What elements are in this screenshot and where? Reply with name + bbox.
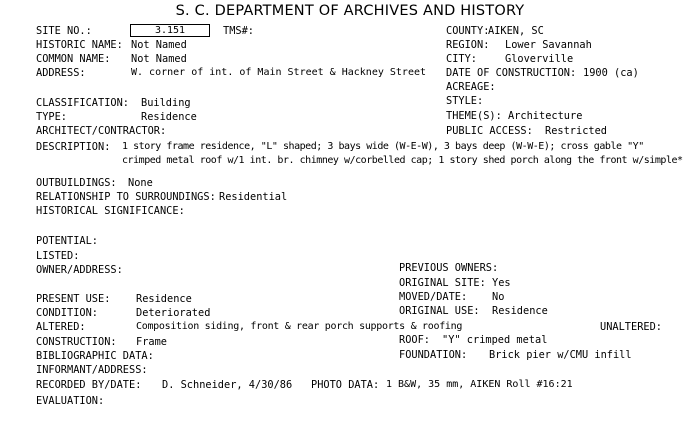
present-use-value: Residence [136,293,192,305]
region-value: Lower Savannah [505,39,592,51]
date-construction-value: 1900 (ca) [583,67,639,79]
type-label: TYPE: [36,111,67,123]
acreage-label: ACREAGE: [446,81,496,93]
construction-label: CONSTRUCTION: [36,336,117,348]
classification-label: CLASSIFICATION: [36,97,129,109]
county-label: COUNTY: [446,25,490,37]
bibliographic-label: BIBLIOGRAPHIC DATA: [36,350,154,362]
condition-value: Deteriorated [136,307,211,319]
description-label: DESCRIPTION: [36,141,111,153]
photo-value: 1 B&W, 35 mm, AIKEN Roll #16:21 [386,379,573,390]
potential-label: POTENTIAL: [36,235,98,247]
previous-owners-label: PREVIOUS OWNERS: [399,262,499,274]
description-line-1: 1 story frame residence, "L" shaped; 3 bays wide (W-E-W), 3 bays deep (W-W-E); cross gable "Y" [122,141,644,152]
region-label: REGION: [446,39,490,51]
architect-label: ARCHITECT/CONTRACTOR: [36,125,167,137]
themes-value: Architecture [508,110,583,122]
themes-label: THEME(S): [446,110,502,122]
site-no-label: SITE NO.: [36,25,92,37]
historic-name-value: Not Named [131,39,187,51]
roof-label: ROOF: [399,334,430,346]
informant-label: INFORMANT/ADDRESS: [36,364,148,376]
type-value: Residence [141,111,197,123]
common-name-label: COMMON NAME: [36,53,111,65]
recorded-value: D. Schneider, 4/30/86 [162,379,293,391]
original-use-value: Residence [492,305,548,317]
city-value: Gloverville [505,53,574,65]
recorded-label: RECORDED BY/DATE: [36,379,142,391]
outbuildings-label: OUTBUILDINGS: [36,177,117,189]
original-site-value: Yes [492,277,511,289]
city-label: CITY: [446,53,477,65]
public-access-label: PUBLIC ACCESS: [446,125,533,137]
owner-address-label: OWNER/ADDRESS: [36,264,123,276]
listed-label: LISTED: [36,250,80,262]
roof-value: "Y" crimped metal [442,334,548,346]
date-construction-label: DATE OF CONSTRUCTION: [446,67,577,79]
relationship-label: RELATIONSHIP TO SURROUNDINGS: [36,191,216,203]
page-title: S. C. DEPARTMENT OF ARCHIVES AND HISTORY [175,3,525,19]
original-use-label: ORIGINAL USE: [399,305,480,317]
moved-date-label: MOVED/DATE: [399,291,468,303]
classification-value: Building [141,97,191,109]
tms-label: TMS#: [223,25,254,37]
photo-label: PHOTO DATA: [311,379,380,391]
historical-significance-label: HISTORICAL SIGNIFICANCE: [36,205,185,217]
description-line-2: crimped metal roof w/1 int. br. chimney w/corbelled cap; 1 story shed porch along the front w/simple* [122,155,683,166]
foundation-value: Brick pier w/CMU infill [489,349,632,361]
relationship-value: Residential [219,191,288,203]
historic-name-label: HISTORIC NAME: [36,39,123,51]
altered-value: Composition siding, front & rear porch supports & roofing [136,321,463,332]
county-value: AIKEN, SC [488,25,544,37]
outbuildings-value: None [128,177,153,189]
address-value: W. corner of int. of Main Street & Hackney Street [131,67,427,78]
condition-label: CONDITION: [36,307,98,319]
address-label: ADDRESS: [36,67,86,79]
unaltered-label: UNALTERED: [600,321,662,333]
public-access-value: Restricted [545,125,607,137]
moved-date-value: No [492,291,505,303]
site-no-value: 3.151 [130,24,210,37]
evaluation-label: EVALUATION: [36,395,105,407]
construction-value: Frame [136,336,167,348]
common-name-value: Not Named [131,53,187,65]
altered-label: ALTERED: [36,321,86,333]
foundation-label: FOUNDATION: [399,349,468,361]
original-site-label: ORIGINAL SITE: [399,277,486,289]
present-use-label: PRESENT USE: [36,293,111,305]
style-label: STYLE: [446,95,484,107]
